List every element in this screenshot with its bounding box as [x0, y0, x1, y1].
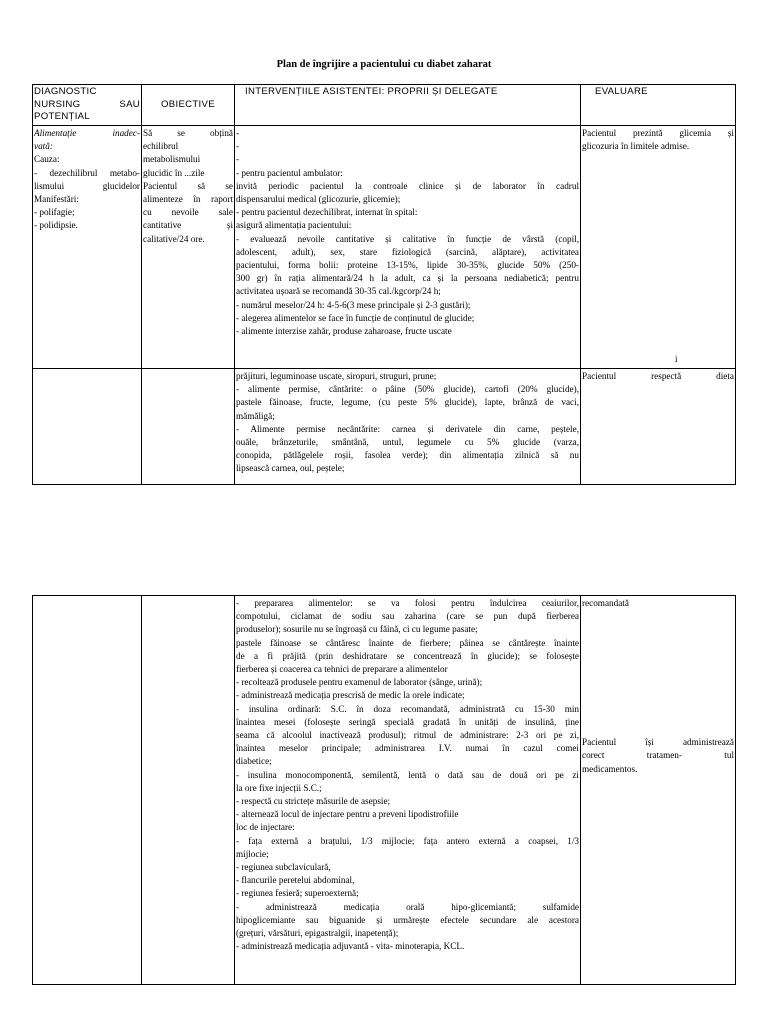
objective-line: Pacientul să se	[143, 180, 233, 191]
intervention-line: - flancurile peretelui abdominal,	[236, 875, 355, 886]
intervention-line: pastele făinoase se cântăresc înainte de fierbere; pâinea se cântărește înainte	[236, 637, 579, 648]
header-objectives	[142, 85, 235, 126]
header-interventions	[235, 85, 581, 126]
diagnostic-cell	[33, 126, 142, 369]
intervention-line: ouăle, brânzeturile, smântână, untul, legumele cu 5% glucide (varza,	[236, 437, 579, 448]
care-plan-table-page1	[32, 84, 736, 485]
interventions-cell	[235, 369, 581, 485]
evaluation-line: medicamentos.	[582, 763, 638, 774]
intervention-line: -	[236, 154, 240, 165]
intervention-line: asigură alimentația pacientului:	[236, 220, 352, 231]
intervention-line: - regiunea fesieră; superoexternă;	[236, 888, 359, 899]
intervention-line: -	[236, 128, 240, 138]
intervention-line: - alimente interzise zahăr, produse zaharoase, fructe uscate	[236, 326, 452, 337]
diagnostic-line: lismului glucidelor	[34, 180, 140, 191]
evaluation-line: Pacientul prezintă glicemia și	[582, 128, 734, 138]
interventions-cell	[235, 126, 581, 369]
intervention-line: - regiunea subclaviculară,	[236, 862, 331, 873]
intervention-line: înaintea meselor principale; administrarea I.V. numai în cazul comei	[236, 743, 579, 754]
diagnostic-cell-empty	[33, 369, 142, 485]
intervention-line: lipsească carnea, oul, peștele;	[236, 463, 345, 474]
evaluation-line: corect tratamen- tul	[582, 750, 734, 761]
intervention-line: - evaluează nevoile cantitative și calitative în funcție de vârstă (copil,	[236, 233, 579, 244]
intervention-line: înaintea mesei (folosește seringă specială gradată în unități de insulină, ține	[236, 716, 579, 727]
header-diagnostic-line: NURSING SAU	[34, 98, 140, 110]
intervention-line: prăjituri, leguminoase uscate, siropuri, struguri, prune;	[236, 371, 437, 381]
objective-line: echilibrul	[143, 141, 179, 152]
intervention-line: -	[236, 141, 240, 152]
intervention-line: hipoglicemiante sau biguanide și urmărește efectele secundare ale acestora	[236, 914, 579, 925]
intervention-line: loc de injectare:	[236, 822, 295, 833]
evaluation-line: Pacientul respectă dieta	[582, 371, 734, 381]
intervention-line: invită periodic pacientul la controale clinice și de laborator în cadrul	[236, 180, 579, 191]
intervention-line: adolescent, adult), sex, stare fiziologică (sarcină, alăptare), activitatea	[236, 246, 579, 257]
header-evaluation-label: EVALUARE	[595, 86, 648, 97]
document-title: Plan de îngrijire a pacientului cu diabet zaharat	[276, 59, 492, 70]
intervention-line: diabetice;	[236, 756, 272, 767]
intervention-line: - alternează locul de injectare pentru a preveni lipodistrofiile	[236, 809, 459, 820]
diagnostic-title-line: vată:	[34, 141, 53, 152]
header-evaluation	[581, 85, 736, 126]
intervention-line: - prepararea alimentelor: se va folosi pentru îndulcirea ceaiurilor,	[236, 598, 579, 608]
intervention-line: - alegerea alimentelor se face în funcție de conținutul de glucide;	[236, 312, 475, 323]
intervention-line: (grețuri, vărsături, epigastralgii, inapetență);	[236, 928, 399, 939]
page-marker: i	[675, 354, 678, 364]
intervention-line: - administrează medicația orală hipo-glicemiantă; sulfamide	[236, 901, 579, 912]
objectives-cell-empty	[142, 596, 235, 985]
diagnostic-line: Manifestări:	[34, 194, 79, 205]
intervention-line: la ore fixe injecții S.C.;	[236, 782, 322, 793]
diagnostic-line: - polidipsie.	[34, 220, 78, 231]
evaluation-line: glicozuria în limitele admise.	[582, 141, 690, 152]
header-diagnostic-line: DIAGNOSTIC	[34, 86, 97, 97]
care-plan-table-page2	[32, 595, 736, 985]
intervention-line: conopida, pătlăgelele roșii, fasolea verde); din alimentația zilnică să nu	[236, 450, 579, 461]
diagnostic-line: - dezechilibrul metabo-	[34, 167, 140, 178]
evaluation-line: Pacientul își administrează	[582, 737, 734, 748]
intervention-line: seama că alcoolul inactivează produsul); ritmul de administrare: 2-3 ori pe zi,	[236, 730, 579, 741]
objective-line: alimenteze în raport	[143, 194, 233, 205]
evaluation-cell	[581, 596, 736, 985]
objective-line: Să se obțină	[143, 128, 233, 138]
evaluation-line: recomandată	[582, 598, 629, 608]
evaluation-cell	[581, 126, 736, 369]
table-row-block1	[33, 126, 736, 369]
intervention-line: - pentru pacientul dezechilibrat, internat în spital:	[236, 207, 418, 218]
intervention-line: produselor); sosurile nu se îngroașă cu făină, ci cu legume pasate;	[236, 624, 478, 635]
objective-line: cu nevoile sale	[143, 207, 233, 218]
header-interventions-label: INTERVENȚIILE ASISTENTEI: PROPRII ȘI DELEGATE	[245, 86, 498, 97]
intervention-line: - alimente permise, cântărite: o pâine (50% glucide), cartofi (20% glucide),	[236, 384, 579, 395]
objectives-cell	[142, 126, 235, 369]
interventions-cell	[235, 596, 581, 985]
objectives-cell-empty	[142, 369, 235, 485]
intervention-line: - Alimente permise necântărite: carnea și derivatele din carne, peștele,	[236, 423, 579, 434]
intervention-line: de a fi prăjită (prin deshidratare se concentrează în glucide); se folosește	[236, 650, 579, 661]
header-diagnostic-line: POTENȚIAL	[34, 111, 91, 122]
intervention-line: - respectă cu strictețe măsurile de asepsie;	[236, 796, 391, 807]
objective-line: calitative/24 ore.	[143, 233, 205, 244]
diagnostic-cell-empty	[33, 596, 142, 985]
intervention-line: - fața externă a brațului, 1/3 mijlocie; fața antero externă a coapsei, 1/3	[236, 835, 579, 846]
table-header-row	[33, 85, 736, 126]
intervention-line: compotului, ciclamat de sodiu sau zaharina (care se pun după fierberea	[236, 611, 579, 622]
evaluation-cell	[581, 369, 736, 485]
header-diagnostic	[33, 85, 142, 126]
intervention-line: mijlocie;	[236, 848, 269, 859]
diagnostic-line: - polifagie;	[34, 207, 75, 218]
objective-line: glucidic în ...zile	[143, 167, 205, 178]
intervention-line: - insulina ordinară: S.C. în doza recomandată, administrată cu 15-30 min	[236, 703, 579, 714]
intervention-line: 300 gr) în rația alimentară/24 h la adult, ca și la persoana nediabetică; pentru	[236, 273, 579, 284]
table-row-block2	[33, 369, 736, 485]
intervention-line: - pentru pacientul ambulator:	[236, 167, 343, 178]
diagnostic-title-line: Alimentație inadec-	[34, 128, 140, 138]
intervention-line: fierberea și coacerea ca tehnici de preparare a alimentelor	[236, 664, 448, 675]
header-objectives-label: OBIECTIVE	[161, 98, 215, 110]
intervention-line: mămăligă;	[236, 410, 275, 421]
objective-line: metabolismului	[143, 154, 201, 165]
intervention-line: - numărul meselor/24 h: 4-5-6(3 mese principale și 2-3 gustări);	[236, 299, 471, 310]
diagnostic-line: Cauza:	[34, 154, 60, 165]
intervention-line: - insulina monocomponentă, semilentă, lentă o dată sau de două ori pe zi	[236, 769, 579, 780]
table-row-block3	[33, 596, 736, 985]
intervention-line: activitatea ușoară se recomandă 30-35 cal./kgcorp/24 h;	[236, 286, 441, 297]
intervention-line: - recoltează produsele pentru examenul de laborator (sânge, urină);	[236, 677, 483, 688]
objective-line: cantitative și	[143, 220, 233, 231]
intervention-line: - administrează medicația prescrisă de medic la orele indicate;	[236, 690, 465, 701]
intervention-line: pacientului, forma bolii: proteine 13-15%, lipide 30-35%, glucide 50% (250-	[236, 260, 579, 271]
intervention-line: dispensarului medical (glicozurie, glicemie);	[236, 194, 401, 205]
intervention-line: - administrează medicația adjuvantă - vita- minoterapia, KCL.	[236, 941, 465, 952]
intervention-line: pastele făinoase, fructe, legume, (cu peste 5% glucide), lapte, brânză de vaci,	[236, 397, 579, 408]
